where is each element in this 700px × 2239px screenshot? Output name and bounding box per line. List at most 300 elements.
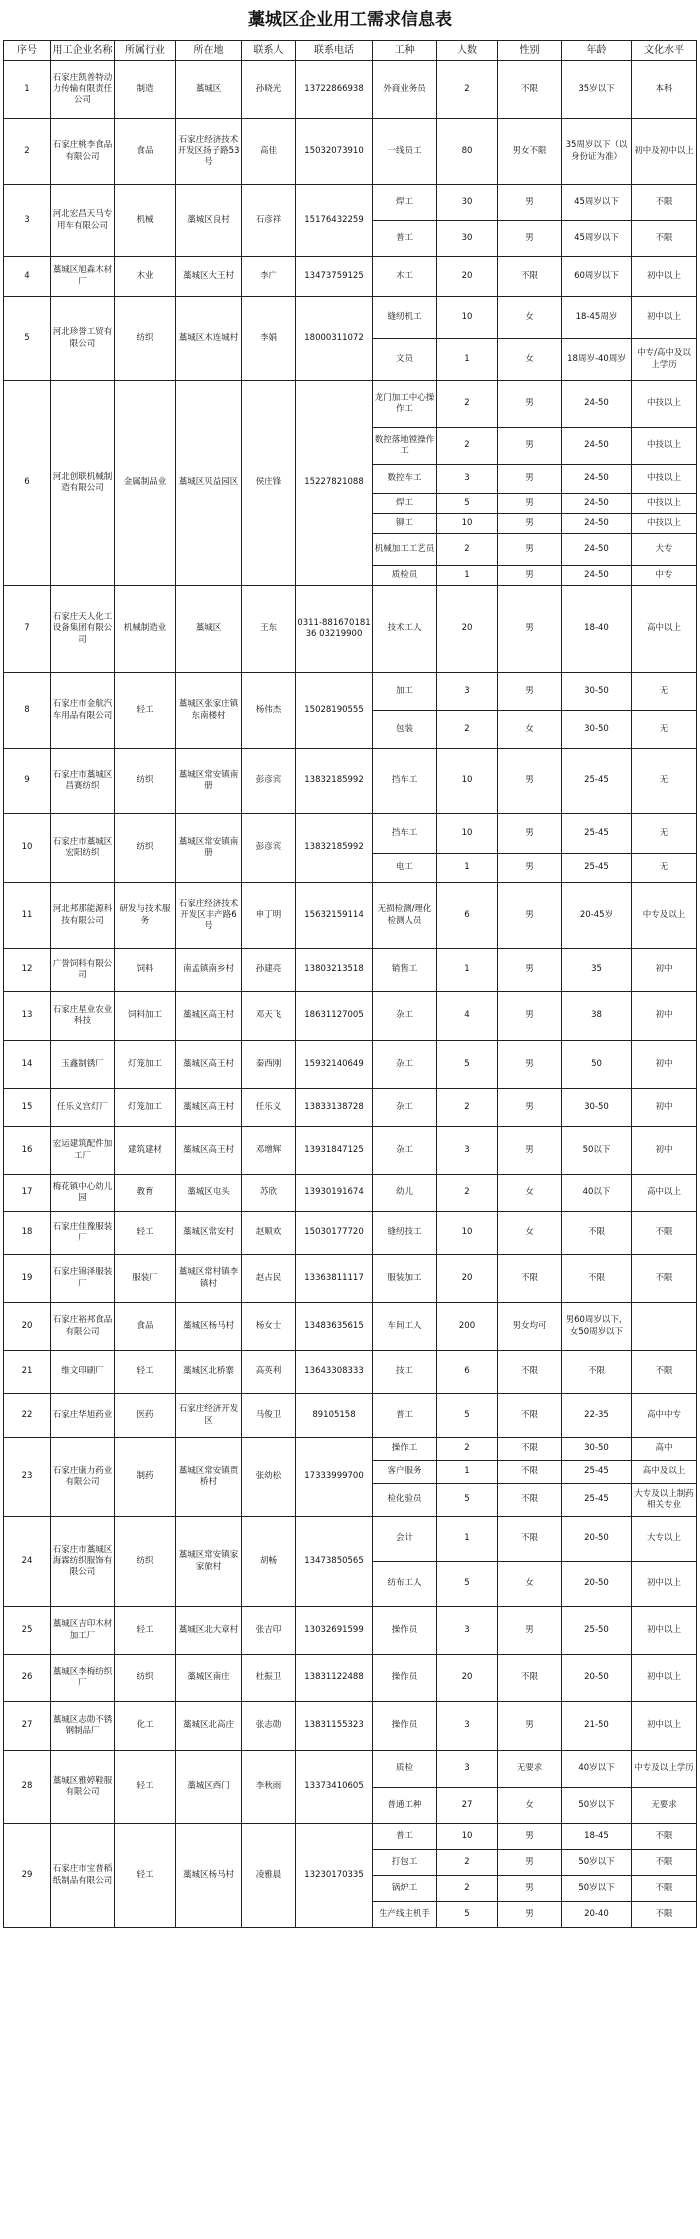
contact-phone: 89105158 [296,1394,373,1438]
industry: 研发与技术服务 [115,883,176,949]
industry: 轻工 [115,673,176,749]
row-no: 23 [4,1438,51,1517]
headcount: 2 [437,1175,498,1212]
row-no: 4 [4,257,51,297]
age-requirement: 不限 [562,1351,632,1394]
location: 藁城区 [176,61,242,119]
age-requirement: 24-50 [562,381,632,428]
age-requirement: 22-35 [562,1394,632,1438]
age-requirement: 24-50 [562,465,632,494]
contact-phone: 13230170335 [296,1824,373,1928]
sex-requirement: 男 [498,949,562,992]
headcount: 20 [437,257,498,297]
location: 藁城区常村镇李镇村 [176,1255,242,1303]
age-requirement: 30-50 [562,673,632,711]
education-requirement: 高中以上 [632,586,697,673]
age-requirement: 50 [562,1041,632,1089]
contact-person: 张吉印 [242,1607,296,1655]
company-name: 石家庄市宝普稻纸制品有限公司 [51,1824,115,1928]
industry: 轻工 [115,1751,176,1824]
headcount: 80 [437,119,498,185]
job-type: 质检 [373,1751,437,1788]
job-type: 挡车工 [373,749,437,814]
age-requirement: 20-50 [562,1655,632,1702]
table-row [4,1751,697,1788]
company-name: 玉鑫制锈厂 [51,1041,115,1089]
location: 藁城区高王村 [176,1089,242,1127]
table-row [4,1127,697,1175]
headcount: 3 [437,1751,498,1788]
industry: 轻工 [115,1607,176,1655]
age-requirement: 50岁以下 [562,1788,632,1824]
company-name: 藁城区李梅纺织厂 [51,1655,115,1702]
company-name: 石家庄凯普特动力传输有限责任公司 [51,61,115,119]
education-requirement [632,1303,697,1351]
education-requirement: 不限 [632,1255,697,1303]
sex-requirement: 男 [498,883,562,949]
education-requirement: 中专及以上 [632,883,697,949]
headcount: 2 [437,1850,498,1876]
row-no: 8 [4,673,51,749]
company-name: 宏运建筑配件加工厂 [51,1127,115,1175]
location: 藁城区屯头 [176,1175,242,1212]
age-requirement: 45周岁以下 [562,221,632,257]
age-requirement: 35周岁以下（以身份证为准） [562,119,632,185]
contact-phone: 0311-88167018136 03219900 [296,586,373,673]
job-type: 操作工 [373,1438,437,1461]
headcount: 5 [437,1484,498,1517]
contact-person: 杨伟杰 [242,673,296,749]
table-row [4,1089,697,1127]
table-row [4,119,697,185]
contact-phone: 13831122488 [296,1655,373,1702]
company-name: 石家庄桃李食品有限公司 [51,119,115,185]
industry: 机械制造业 [115,586,176,673]
contact-phone: 13032691599 [296,1607,373,1655]
company-name: 广誉饲料有限公司 [51,949,115,992]
company-name: 石家庄市金航汽车用品有限公司 [51,673,115,749]
row-no: 6 [4,381,51,586]
headcount: 10 [437,749,498,814]
header-job-type: 工种 [373,41,437,61]
table-row [4,1394,697,1438]
industry: 轻工 [115,1824,176,1928]
location: 藁城区大王村 [176,257,242,297]
company-name: 河北珍誉工贸有限公司 [51,297,115,381]
sex-requirement: 男 [498,1702,562,1751]
company-name: 石家庄市藁城区宏阳纺织 [51,814,115,883]
education-requirement: 无 [632,749,697,814]
contact-person: 张幼松 [242,1438,296,1517]
job-type: 服装加工 [373,1255,437,1303]
job-type: 焊工 [373,185,437,221]
job-type: 机械加工工艺员 [373,534,437,566]
sex-requirement: 男 [498,428,562,465]
table-row [4,1212,697,1255]
headcount: 5 [437,1562,498,1607]
location: 藁城区北大章村 [176,1607,242,1655]
contact-phone: 13722866938 [296,61,373,119]
headcount: 2 [437,1876,498,1902]
company-name: 石家庄裕邦食品有限公司 [51,1303,115,1351]
contact-person: 任乐义 [242,1089,296,1127]
table-row [4,1041,697,1089]
contact-person: 侯庄锋 [242,381,296,586]
table-row [4,673,697,711]
row-no: 29 [4,1824,51,1928]
industry: 服装厂 [115,1255,176,1303]
row-no: 13 [4,992,51,1041]
headcount: 3 [437,465,498,494]
contact-person: 杜振卫 [242,1655,296,1702]
education-requirement: 初中 [632,949,697,992]
job-type: 包装 [373,711,437,749]
education-requirement: 大专以上 [632,1517,697,1562]
table-body [4,61,697,1928]
location: 藁城区木连城村 [176,297,242,381]
job-type: 质检员 [373,566,437,586]
contact-person: 邓增辉 [242,1127,296,1175]
education-requirement: 无要求 [632,1788,697,1824]
headcount: 6 [437,1351,498,1394]
education-requirement: 无 [632,711,697,749]
row-no: 1 [4,61,51,119]
contact-phone: 13831155323 [296,1702,373,1751]
row-no: 14 [4,1041,51,1089]
education-requirement: 高中中专 [632,1394,697,1438]
headcount: 3 [437,673,498,711]
job-type: 铆工 [373,514,437,534]
location: 藁城区南庄 [176,1655,242,1702]
contact-phone: 15032073910 [296,119,373,185]
age-requirement: 25-50 [562,1607,632,1655]
age-requirement: 25-45 [562,1484,632,1517]
headcount: 1 [437,566,498,586]
contact-phone: 13803213518 [296,949,373,992]
job-type: 销售工 [373,949,437,992]
header-education: 文化水平 [632,41,697,61]
row-no: 20 [4,1303,51,1351]
job-type: 挡车工 [373,814,437,854]
table-row [4,1303,697,1351]
row-no: 25 [4,1607,51,1655]
age-requirement: 30-50 [562,1438,632,1461]
header-count: 人数 [437,41,498,61]
row-no: 11 [4,883,51,949]
job-type: 一线员工 [373,119,437,185]
headcount: 200 [437,1303,498,1351]
education-requirement: 高中 [632,1438,697,1461]
sex-requirement: 男 [498,465,562,494]
contact-phone: 15030177720 [296,1212,373,1255]
headcount: 1 [437,339,498,381]
headcount: 6 [437,883,498,949]
education-requirement: 不限 [632,1824,697,1850]
sex-requirement: 女 [498,1562,562,1607]
age-requirement: 60周岁以下 [562,257,632,297]
age-requirement: 20-40 [562,1902,632,1928]
age-requirement: 25-45 [562,814,632,854]
age-requirement: 45周岁以下 [562,185,632,221]
contact-phone: 17333999700 [296,1438,373,1517]
industry: 制造 [115,61,176,119]
contact-phone: 18000311072 [296,297,373,381]
education-requirement: 初中以上 [632,1562,697,1607]
header-industry: 所属行业 [115,41,176,61]
headcount: 2 [437,61,498,119]
job-type: 龙门加工中心操作工 [373,381,437,428]
company-name: 藁城区雅婷鞋服有限公司 [51,1751,115,1824]
contact-person: 苏欣 [242,1175,296,1212]
age-requirement: 20-50 [562,1562,632,1607]
table-row [4,949,697,992]
company-name: 石家庄佳豫服装厂 [51,1212,115,1255]
sex-requirement: 不限 [498,1394,562,1438]
contact-phone: 15932140649 [296,1041,373,1089]
company-name: 任乐义宫灯厂 [51,1089,115,1127]
sex-requirement: 男 [498,514,562,534]
contact-phone: 13373410605 [296,1751,373,1824]
location: 藁城区 [176,586,242,673]
location: 藁城区高王村 [176,1041,242,1089]
headcount: 2 [437,1438,498,1461]
contact-phone: 15176432259 [296,185,373,257]
education-requirement: 无 [632,854,697,883]
row-no: 10 [4,814,51,883]
contact-person: 张志勋 [242,1702,296,1751]
header-company: 用工企业名称 [51,41,115,61]
education-requirement: 中技以上 [632,494,697,514]
job-type: 会计 [373,1517,437,1562]
age-requirement: 18-40 [562,586,632,673]
headcount: 3 [437,1702,498,1751]
industry: 饲料 [115,949,176,992]
sex-requirement: 不限 [498,1517,562,1562]
age-requirement: 30-50 [562,711,632,749]
job-type: 普工 [373,1394,437,1438]
contact-phone: 13833138728 [296,1089,373,1127]
headcount: 20 [437,586,498,673]
contact-phone: 15227821088 [296,381,373,586]
age-requirement: 35 [562,949,632,992]
location: 藁城区西门 [176,1751,242,1824]
header-sex: 性别 [498,41,562,61]
industry: 教育 [115,1175,176,1212]
job-type: 普通工种 [373,1788,437,1824]
contact-person: 高佳 [242,119,296,185]
row-no: 16 [4,1127,51,1175]
contact-phone: 13931847125 [296,1127,373,1175]
location: 石家庄经济技术开发区丰产路6号 [176,883,242,949]
table-row [4,1351,697,1394]
contact-person: 石彦祥 [242,185,296,257]
job-type: 纺布工人 [373,1562,437,1607]
age-requirement: 24-50 [562,534,632,566]
education-requirement: 不限 [632,1212,697,1255]
job-type: 数控车工 [373,465,437,494]
headcount: 1 [437,854,498,883]
sex-requirement: 不限 [498,1438,562,1461]
job-type: 杂工 [373,992,437,1041]
header-phone: 联系电话 [296,41,373,61]
contact-phone: 13483635615 [296,1303,373,1351]
contact-person: 赵顺欢 [242,1212,296,1255]
job-type: 操作员 [373,1655,437,1702]
age-requirement: 38 [562,992,632,1041]
age-requirement: 不限 [562,1255,632,1303]
education-requirement: 初中以上 [632,1607,697,1655]
age-requirement: 30-50 [562,1089,632,1127]
headcount: 1 [437,1517,498,1562]
contact-person: 秦西刚 [242,1041,296,1089]
job-demand-table [3,40,697,1928]
industry: 纺织 [115,1655,176,1702]
education-requirement: 高中及以上 [632,1461,697,1484]
age-requirement: 24-50 [562,494,632,514]
sex-requirement: 男 [498,566,562,586]
contact-person: 申丁明 [242,883,296,949]
sex-requirement: 男 [498,854,562,883]
row-no: 5 [4,297,51,381]
education-requirement: 初中 [632,992,697,1041]
company-name: 藁城区吉印木材加工厂 [51,1607,115,1655]
location: 藁城区常安镇家家旅村 [176,1517,242,1607]
headcount: 3 [437,1127,498,1175]
industry: 轻工 [115,1351,176,1394]
education-requirement: 高中以上 [632,1175,697,1212]
location: 藁城区北高庄 [176,1702,242,1751]
job-type: 缝纫机工 [373,297,437,339]
industry: 纺织 [115,749,176,814]
job-type: 普工 [373,221,437,257]
job-type: 操作员 [373,1607,437,1655]
headcount: 2 [437,1089,498,1127]
company-name: 石家庄康力药业有限公司 [51,1438,115,1517]
job-type: 生产线主机手 [373,1902,437,1928]
company-name: 藁城区旭森木材厂 [51,257,115,297]
sex-requirement: 不限 [498,1351,562,1394]
contact-person: 李广 [242,257,296,297]
industry: 纺织 [115,1517,176,1607]
location: 藁城区常安村 [176,1212,242,1255]
headcount: 10 [437,514,498,534]
industry: 轻工 [115,1212,176,1255]
headcount: 10 [437,814,498,854]
industry: 金属制品业 [115,381,176,586]
industry: 建筑建材 [115,1127,176,1175]
sex-requirement: 女 [498,1212,562,1255]
job-type: 木工 [373,257,437,297]
table-row [4,1655,697,1702]
header-no: 序号 [4,41,51,61]
age-requirement: 24-50 [562,566,632,586]
company-name: 河北邦那能源科技有限公司 [51,883,115,949]
education-requirement: 中专 [632,566,697,586]
contact-person: 赵占民 [242,1255,296,1303]
education-requirement: 中专及以上学历 [632,1751,697,1788]
headcount: 30 [437,221,498,257]
job-type: 幼儿 [373,1175,437,1212]
age-requirement: 21-50 [562,1702,632,1751]
headcount: 5 [437,1902,498,1928]
sex-requirement: 女 [498,339,562,381]
headcount: 2 [437,381,498,428]
row-no: 17 [4,1175,51,1212]
sex-requirement: 无要求 [498,1751,562,1788]
contact-person: 孙晓光 [242,61,296,119]
contact-person: 李娟 [242,297,296,381]
contact-person: 王东 [242,586,296,673]
education-requirement: 大专 [632,534,697,566]
row-no: 26 [4,1655,51,1702]
location: 石家庄经济开发区 [176,1394,242,1438]
sex-requirement: 男 [498,1876,562,1902]
education-requirement: 中技以上 [632,514,697,534]
education-requirement: 初中及初中以上 [632,119,697,185]
age-requirement: 25-45 [562,854,632,883]
contact-phone: 18631127005 [296,992,373,1041]
job-type: 锅炉工 [373,1876,437,1902]
headcount: 1 [437,949,498,992]
education-requirement: 初中以上 [632,1655,697,1702]
contact-person: 彭彦宾 [242,749,296,814]
industry: 食品 [115,1303,176,1351]
job-type: 技术工人 [373,586,437,673]
table-row [4,1517,697,1562]
header-contact: 联系人 [242,41,296,61]
contact-phone: 13832185992 [296,814,373,883]
age-requirement: 20-50 [562,1517,632,1562]
row-no: 2 [4,119,51,185]
education-requirement: 不限 [632,1902,697,1928]
row-no: 21 [4,1351,51,1394]
company-name: 石家庄锦泽服装厂 [51,1255,115,1303]
sex-requirement: 男 [498,1127,562,1175]
company-name: 石家庄华旭药业 [51,1394,115,1438]
headcount: 10 [437,1824,498,1850]
row-no: 9 [4,749,51,814]
education-requirement: 初中以上 [632,1702,697,1751]
contact-phone: 13473850565 [296,1517,373,1607]
company-name: 石家庄天人化工设备集团有限公司 [51,586,115,673]
education-requirement: 中专/高中及以上学历 [632,339,697,381]
job-type: 车间工人 [373,1303,437,1351]
contact-phone: 15028190555 [296,673,373,749]
job-type: 普工 [373,1824,437,1850]
job-type: 文员 [373,339,437,381]
education-requirement: 不限 [632,1850,697,1876]
headcount: 10 [437,1212,498,1255]
sex-requirement: 男 [498,586,562,673]
education-requirement: 无 [632,673,697,711]
sex-requirement: 不限 [498,1655,562,1702]
table-row [4,381,697,428]
row-no: 18 [4,1212,51,1255]
table-row [4,1824,697,1850]
row-no: 3 [4,185,51,257]
education-requirement: 中技以上 [632,381,697,428]
age-requirement: 18周岁-40周岁 [562,339,632,381]
sex-requirement: 女 [498,1788,562,1824]
contact-phone: 15632159114 [296,883,373,949]
sex-requirement: 男 [498,1824,562,1850]
industry: 食品 [115,119,176,185]
row-no: 19 [4,1255,51,1303]
job-type: 电工 [373,854,437,883]
contact-person: 孙建亮 [242,949,296,992]
industry: 纺织 [115,814,176,883]
location: 南孟镇南乡村 [176,949,242,992]
